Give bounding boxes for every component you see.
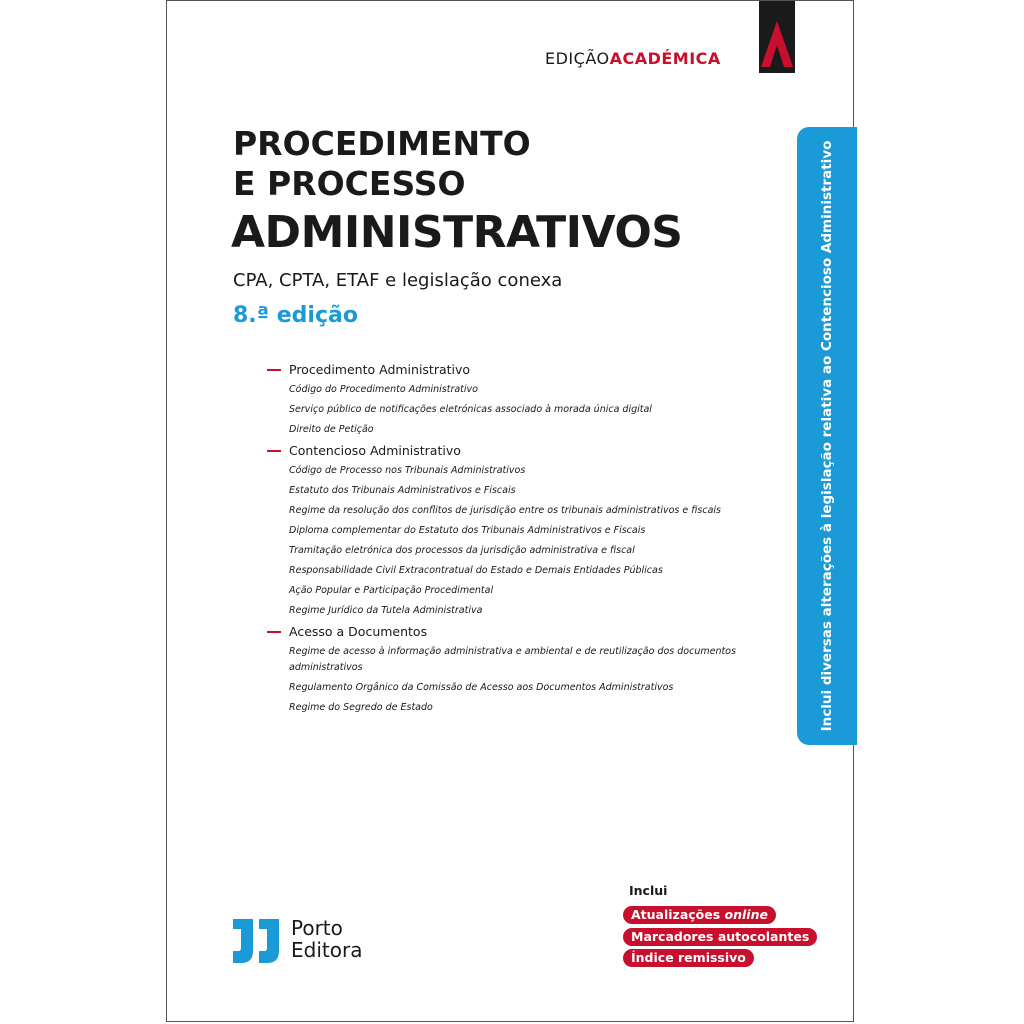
section-heading: Acesso a Documentos: [269, 622, 759, 642]
list-item: Serviço público de notificações eletrónicas associado à morada única digital: [289, 404, 652, 415]
dash-marker: [267, 450, 281, 452]
title-line-3: ADMINISTRATIVOS: [231, 207, 683, 258]
title-line-1: PROCEDIMENTO: [233, 124, 531, 163]
list-item: Direito de Petição: [289, 424, 374, 435]
title-line-2: E PROCESSO: [233, 164, 466, 203]
list-item: Código do Procedimento Administrativo: [289, 384, 478, 395]
academica-logo-icon: [759, 1, 795, 73]
book-cover: [166, 0, 854, 1022]
section-heading: Contencioso Administrativo: [269, 441, 759, 461]
includes-pill-bookmarks: Marcadores autocolantes: [623, 928, 817, 946]
list-item: Regulamento Orgânico da Comissão de Acesso aos Documentos Administrativos: [289, 682, 674, 693]
includes-pill-online: Atualizações online: [623, 906, 776, 924]
list-item: Tramitação eletrónica dos processos da jurisdição administrativa e fiscal: [289, 545, 635, 556]
list-item: Diploma complementar do Estatuto dos Tribunais Administrativos e Fiscais: [289, 525, 646, 536]
edition-label: 8.ª edição: [233, 303, 358, 328]
list-item: Regime Jurídico da Tutela Administrativa: [289, 605, 483, 616]
publisher-name: [291, 917, 362, 961]
brand-academica: ACADÉMICA: [609, 49, 721, 68]
imprint-brand: [545, 49, 721, 68]
porto-editora-logo-icon: [231, 917, 285, 969]
subtitle: CPA, CPTA, ETAF e legislação conexa: [233, 270, 563, 291]
list-item: Estatuto dos Tribunais Administrativos e Fiscais: [289, 485, 516, 496]
side-banner: [797, 127, 857, 745]
list-item: Ação Popular e Participação Procedimental: [289, 585, 494, 596]
includes-pill-index: Índice remissivo: [623, 949, 754, 967]
list-item: Regime de acesso à informação administrativa e ambiental e de reutilização dos documentos administrativos: [289, 646, 736, 673]
side-banner-text: Inclui diversas alterações à legislação relativa ao Contencioso Administrativo: [819, 140, 835, 732]
dash-marker: [267, 369, 281, 371]
contents-list: [269, 359, 759, 718]
section-heading: Procedimento Administrativo: [269, 360, 759, 380]
list-item: Regime da resolução dos conflitos de jurisdição entre os tribunais administrativos e fiscais: [289, 505, 721, 516]
dash-marker: [267, 631, 281, 633]
list-item: Regime do Segredo de Estado: [289, 702, 433, 713]
publisher-line-2: Editora: [291, 938, 363, 962]
list-item: Responsabilidade Civil Extracontratual do Estado e Demais Entidades Públicas: [289, 565, 663, 576]
list-item: Código de Processo nos Tribunais Administrativos: [289, 465, 526, 476]
publisher-line-1: Porto: [291, 916, 343, 940]
brand-edicao: EDIÇÃO: [545, 49, 610, 68]
includes-title: Inclui: [629, 883, 668, 898]
